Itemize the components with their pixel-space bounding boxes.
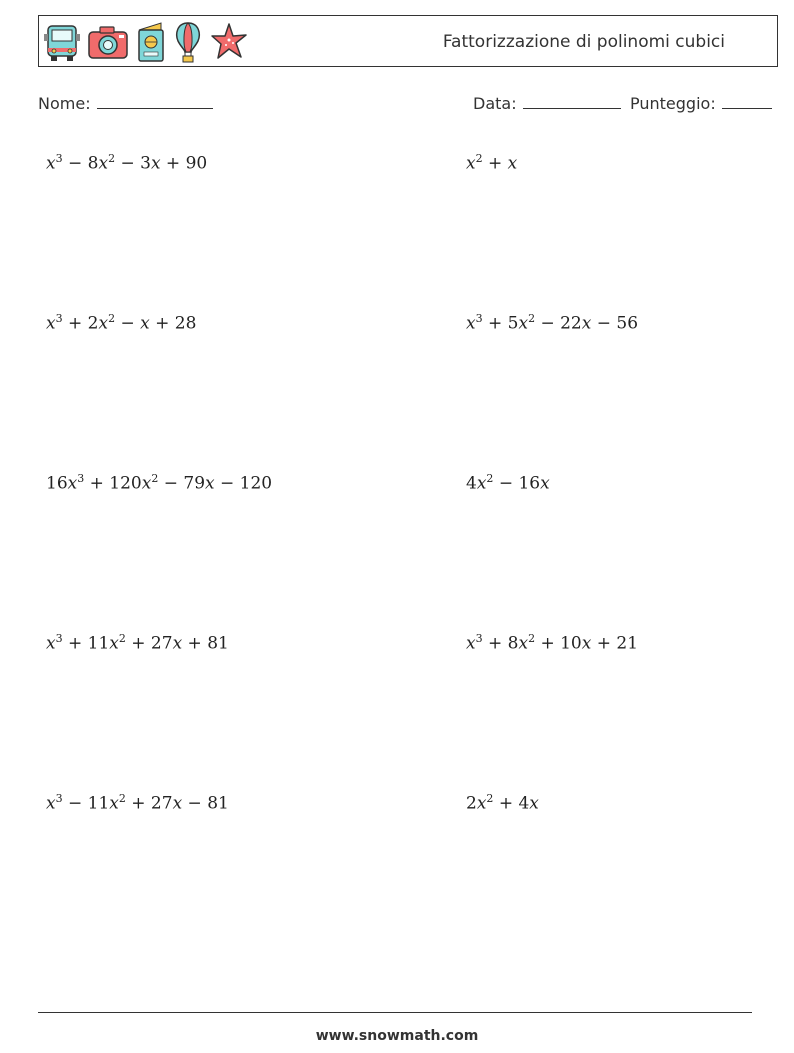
term: + 27 [125,793,173,814]
hot-air-balloon-icon [173,20,203,64]
term: + 28 [149,313,197,334]
variable: x [172,793,183,814]
score-label: Punteggio: [630,94,716,113]
variable: x [150,153,161,174]
term: + 5 [482,313,519,334]
term: − 11 [62,793,110,814]
problem-4 [466,312,638,334]
problem-2 [466,152,517,174]
variable: x [109,633,119,654]
exponent: 3 [475,632,483,645]
variable: x [507,153,518,174]
variable: x [518,633,529,654]
variable: x [476,473,487,494]
term: − 8 [62,153,99,174]
term: + 2 [62,313,99,334]
exponent: 2 [108,152,116,165]
term: 2 [466,793,477,814]
header-icons [43,20,249,64]
variable: x [205,473,215,494]
variable: x [466,153,476,174]
score-blank[interactable] [722,92,772,109]
term: 4 [466,473,477,494]
score-field[interactable] [630,92,772,113]
term: − 3 [115,153,151,174]
term: + 90 [160,153,208,174]
camera-icon [87,20,129,64]
exponent: 3 [475,312,483,325]
variable: x [476,793,487,814]
term: + 27 [125,633,173,654]
name-blank[interactable] [97,92,213,109]
variable: x [140,313,150,334]
term: + 11 [62,633,110,654]
term: + 21 [591,633,639,654]
problem-6 [466,472,550,494]
term: − 22 [535,313,582,334]
term: 16 [46,473,68,494]
variable: x [98,153,109,174]
variable: x [466,313,476,334]
term: + 8 [482,633,519,654]
exponent: 2 [486,472,494,485]
problem-1 [46,152,207,174]
variable: x [529,793,539,814]
exponent: 3 [77,472,85,485]
variable: x [518,313,529,334]
variable: x [67,473,78,494]
exponent: 2 [118,792,126,805]
exponent: 2 [108,312,116,325]
variable: x [98,313,109,334]
variable: x [466,633,476,654]
variable: x [46,313,56,334]
variable: x [141,473,152,494]
name-label: Nome: [38,94,91,113]
variable: x [540,473,550,494]
term: + 4 [493,793,530,814]
exponent: 2 [475,152,483,165]
exponent: 2 [528,312,536,325]
variable: x [581,313,592,334]
term: + [482,153,508,174]
term: + 81 [182,633,229,654]
exponent: 3 [55,312,63,325]
term: − 79 [158,473,206,494]
term: − 81 [182,793,229,814]
variable: x [581,633,592,654]
problem-10 [466,792,539,814]
term: − 56 [591,313,639,334]
problem-3 [46,312,196,334]
exponent: 3 [55,792,63,805]
term: − 120 [214,473,273,494]
exponent: 2 [486,792,494,805]
exponent: 2 [151,472,159,485]
problem-8 [466,632,638,654]
term: − 16 [493,473,541,494]
footer-url[interactable]: www.snowmath.com [315,1028,479,1044]
term: − [115,313,141,334]
name-field[interactable] [38,92,213,113]
exponent: 2 [118,632,126,645]
date-label: Data: [473,94,517,113]
passport-icon [135,20,167,64]
exponent: 2 [528,632,536,645]
term: + 10 [535,633,582,654]
footer-divider [38,1012,752,1013]
worksheet-header [38,15,778,67]
variable: x [172,633,183,654]
exponent: 3 [55,152,63,165]
variable: x [46,153,56,174]
variable: x [109,793,119,814]
date-field[interactable] [473,92,621,113]
worksheet-title: Fattorizzazione di polinomi cubici [442,32,725,52]
problem-9 [46,792,229,814]
problem-5 [46,472,272,494]
variable: x [46,633,56,654]
student-fields [38,92,770,118]
term: + 120 [84,473,142,494]
problem-7 [46,632,229,654]
variable: x [46,793,56,814]
exponent: 3 [55,632,63,645]
starfish-icon [209,20,249,64]
bus-icon [43,20,81,64]
date-blank[interactable] [523,92,621,109]
